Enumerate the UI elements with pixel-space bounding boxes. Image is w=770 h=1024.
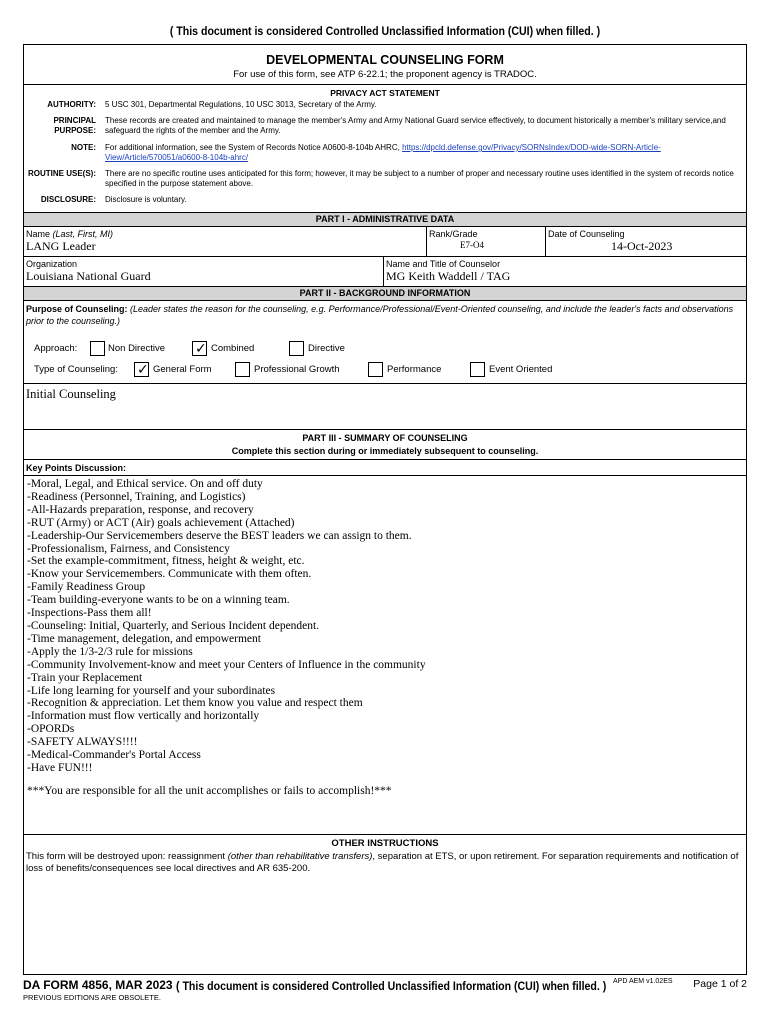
key-points-label: Key Points Discussion: [24,460,746,476]
directive-label: Directive [308,343,345,354]
part1-title: PART I - ADMINISTRATIVE DATA [24,213,746,227]
key-point-line: -Leadership-Our Servicemembers deserve the BEST leaders we can assign to them. [27,529,412,542]
cui-banner-bottom: ( This document is considered Controlled Unclassified Information (CUI) when filled. ) [176,981,607,993]
purpose-label: PRINCIPAL PURPOSE: [53,116,96,135]
form-number: DA FORM 4856, MAR 2023 [23,978,173,992]
routine-label: ROUTINE USE(S): [28,169,96,178]
key-point-line: -Train your Replacement [27,671,143,684]
organization-value: Louisiana National Guard [26,269,151,283]
admin-row-2 [24,257,746,287]
general-form-label: General Form [153,364,212,375]
other-instructions-text: This form will be destroyed upon: reassignment (other than rehabilitative transfers), separation at ETS, or upon retirement. For separation requirements and notification of loss of benefits/consequences see local directives and AR 635-200. [26,851,739,874]
rank-field[interactable] [426,227,545,256]
counselor-label: Name and Title of Counselor [386,259,501,269]
general-form-checkbox[interactable] [134,362,149,377]
date-field[interactable] [545,227,746,256]
combined-label: Combined [211,343,255,354]
privacy-act-statement [24,85,746,213]
previous-editions-note: PREVIOUS EDITIONS ARE OBSOLETE. [23,993,161,1002]
key-point-line: -Know your Servicemembers. Communicate with them often. [27,568,312,581]
rank-label: Rank/Grade [429,229,478,239]
general-form-check: ✓ [137,361,149,377]
part3-subtitle: Complete this section during or immediately subsequent to counseling. [231,446,539,456]
event-oriented-label: Event Oriented [489,364,553,375]
other-instructions [24,835,746,872]
summary-section [24,430,746,835]
authority-text: 5 USC 301, Departmental Regulations, 10 USC 3013, Secretary of the Army. [105,100,377,109]
type-label: Type of Counseling: [34,364,118,375]
event-oriented-checkbox[interactable] [470,362,485,377]
name-value: LANG Leader [26,239,96,253]
key-point-line: -SAFETY ALWAYS!!!! [27,736,138,749]
sorn-link[interactable]: https://dpcld.defense.gov/Privacy/SORNsIndex/DOD-wide-SORN-Article-View/Article/570051/a0600-8-104b-ahrc/ [105,143,661,162]
background-section [24,301,746,430]
key-point-line: -All-Hazards preparation, response, and recovery [27,503,254,516]
form-header [24,45,746,85]
counselor-field[interactable] [383,257,746,286]
authority-label: AUTHORITY: [47,100,96,109]
counseling-form [23,44,747,975]
version-label: APD AEM v1.02ES [613,978,673,985]
key-point-line: -Information must flow vertically and horizontally [27,710,260,723]
date-value: 14-Oct-2023 [611,239,673,253]
name-label: Name (Last, First, MI) [26,229,114,239]
performance-label: Performance [387,364,442,375]
part3-header [24,430,746,460]
key-point-line: -Life long learning for yourself and your subordinates [27,684,276,697]
note-label: NOTE: [71,143,96,152]
form-footer [23,978,747,1018]
part2-title: PART II - BACKGROUND INFORMATION [24,287,746,301]
other-instructions-title: OTHER INSTRUCTIONS [331,838,439,849]
key-point-line: -RUT (Army) or ACT (Air) goals achievement (Attached) [27,516,295,529]
key-point-line: -Moral, Legal, and Ethical service. On and off duty [27,478,263,490]
date-label: Date of Counseling [548,229,625,239]
professional-growth-checkbox[interactable] [235,362,250,377]
disclosure-text: Disclosure is voluntary. [105,195,187,204]
non-directive-checkbox[interactable] [90,341,105,356]
approach-label: Approach: [34,343,78,354]
counselor-value: MG Keith Waddell / TAG [386,269,511,283]
key-point-line: -Readiness (Personnel, Training, and Logistics) [27,490,246,503]
routine-text: There are no specific routine uses anticipated for this form; however, it may be subject to a number of proper and necessary routine uses identified in the system of records notice specified in the purpose statement above. [105,169,734,188]
privacy-title: PRIVACY ACT STATEMENT [330,88,440,98]
note-text: For additional information, see the System of Records Notice A0600-8-104b AHRC, https://dpcld.defense.gov/Privacy/SORNsIndex/DOD-wide-SORN-Article-View/Article/570051/a0600-8-104b-ahrc/ [105,143,661,162]
form-subtitle: For use of this form, see ATP 6-22.1; the proponent agency is TRADOC. [233,69,537,80]
directive-checkbox[interactable] [289,341,304,356]
key-point-line: -Family Readiness Group [27,581,146,594]
key-point-line: -Team building-everyone wants to be on a winning team. [27,594,290,607]
key-point-line: -OPORDs [27,723,75,736]
purpose-text-field[interactable]: Initial Counseling [26,387,116,401]
combined-checkbox[interactable] [192,341,207,356]
key-point-line: -Recognition & appreciation. Let them know you value and respect them [27,697,363,710]
closing-statement: ***You are responsible for all the unit accomplishes or fails to accomplish!*** [27,784,392,797]
key-point-line: -Time management, delegation, and empowerment [27,632,261,645]
key-point-line: -Medical-Commander's Portal Access [27,749,201,762]
key-point-line: -Set the example-commitment, fitness, height & weight, etc. [27,555,305,568]
key-point-line: -Community Involvement-know and meet your Centers of Influence in the community [27,658,426,671]
form-title: DEVELOPMENTAL COUNSELING FORM [266,53,504,67]
non-directive-label: Non Directive [108,343,166,354]
rank-value: E7-O4 [460,240,484,250]
performance-checkbox[interactable] [368,362,383,377]
key-point-line: -Inspections-Pass them all! [27,607,152,620]
disclosure-label: DISCLOSURE: [40,195,96,204]
page-number: Page 1 of 2 [693,978,747,990]
key-point-line: -Apply the 1/3-2/3 rule for missions [27,645,193,658]
professional-growth-label: Professional Growth [254,364,340,375]
key-point-line: -Professionalism, Fairness, and Consistency [27,542,230,555]
cui-banner-top: ( This document is considered Controlled Unclassified Information (CUI) when filled. ) [169,26,601,38]
combined-check: ✓ [195,340,207,356]
organization-field[interactable] [24,257,383,286]
purpose-text: These records are created and maintained to manage the member's Army and Army National Guard service effectively, to document historically a member's military service,and safeguard the rights of the member and the Army. [105,116,726,135]
purpose-instructions: Purpose of Counseling: (Leader states the reason for the counseling, e.g. Performance/Professional/Event-Oriented counseling, and include the leader's facts and observations prior to the counseling.) [26,304,734,326]
organization-label: Organization [26,259,78,269]
key-point-line: -Have FUN!!! [27,761,93,774]
name-field[interactable] [24,227,426,256]
admin-row-1 [24,227,746,257]
key-points-text-field[interactable] [24,476,746,775]
part3-title: PART III - SUMMARY OF COUNSELING [302,433,468,443]
key-point-line: -Counseling: Initial, Quarterly, and Serious Incident dependent. [27,619,320,632]
purpose-divider [24,383,746,384]
